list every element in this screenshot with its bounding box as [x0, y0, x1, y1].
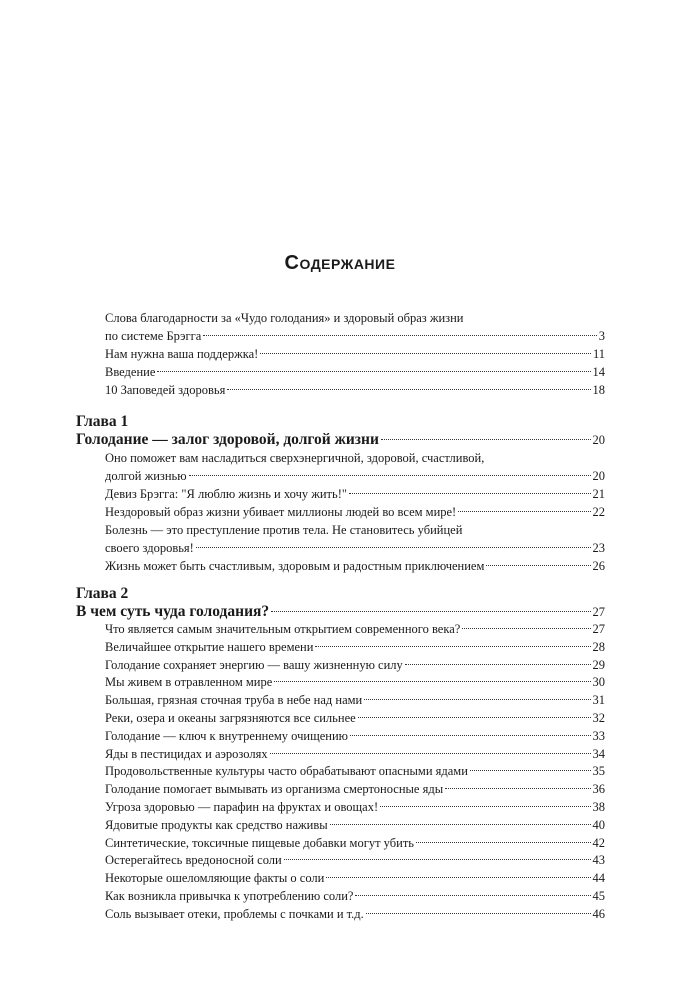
toc-entry-line: Оно поможет вам насладиться сверхэнергичной, здоровой, счастливой,: [105, 451, 485, 465]
toc-entry[interactable]: [105, 905, 605, 923]
toc-page-number: 11: [592, 347, 605, 361]
toc-entry[interactable]: [105, 381, 605, 399]
toc-page-number: 18: [592, 383, 605, 397]
dot-leader: [358, 717, 591, 718]
dot-leader: [284, 859, 591, 860]
toc-page-number: 26: [592, 559, 605, 573]
toc-page-number: 21: [592, 487, 605, 501]
dot-leader: [380, 806, 590, 807]
toc-entry-text: Нам нужна ваша поддержка!: [105, 347, 259, 361]
dot-leader: [315, 646, 590, 647]
toc-entry[interactable]: [105, 691, 605, 709]
toc-entry-line: Слова благодарности за «Чудо голодания» и здоровый образ жизни: [105, 311, 464, 325]
toc-page-number: 42: [592, 835, 605, 850]
toc-entry[interactable]: [105, 327, 605, 345]
toc-page-number: 43: [592, 853, 605, 868]
dot-leader: [416, 842, 591, 843]
toc-entry[interactable]: [105, 798, 605, 816]
toc-entry[interactable]: [105, 345, 605, 363]
toc-page-number: 20: [592, 469, 605, 483]
toc-entry-text: Голодание сохраняет энергию — вашу жизненную силу: [105, 657, 403, 672]
toc-entry-text: Синтетические, токсичные пищевые добавки могут убить: [105, 835, 414, 850]
dot-leader: [445, 788, 590, 789]
toc-page-number: 40: [592, 817, 605, 832]
toc-page-number: 30: [592, 675, 605, 690]
dot-leader: [189, 475, 591, 476]
toc-entry-text: Нездоровый образ жизни убивает миллионы людей во всем мире!: [105, 505, 457, 519]
toc-entry[interactable]: [105, 834, 605, 852]
dot-leader: [326, 877, 590, 878]
toc-entry[interactable]: [105, 851, 605, 869]
dot-leader: [157, 371, 590, 372]
toc-page-number: 29: [592, 657, 605, 672]
toc-entry-text: Что является самым значительным открытием современного века?: [105, 622, 461, 636]
toc-entry-text: своего здоровья!: [105, 541, 194, 555]
toc-entry-text: Яды в пестицидах и аэрозолях: [105, 746, 268, 761]
toc-entry-text: Некоторые ошеломляющие факты о соли: [105, 871, 325, 886]
toc-entry[interactable]: [105, 673, 605, 691]
dot-leader: [364, 699, 590, 700]
toc-page-number: 38: [592, 800, 605, 814]
toc-entry-text: Девиз Брэгга: "Я люблю жизнь и хочу жить!": [105, 487, 347, 501]
toc-entry-text: Реки, озера и океаны загрязняются все сильнее: [105, 711, 356, 725]
toc-entry-text: Введение: [105, 365, 156, 379]
toc-page-number: 31: [592, 693, 605, 708]
toc-entry[interactable]: [105, 363, 605, 381]
toc-entry-text: Жизнь может быть счастливым, здоровым и радостным приключением: [105, 559, 485, 573]
chapter-title: В чем суть чуда голодания?: [76, 603, 270, 620]
dot-leader: [458, 511, 590, 512]
dot-leader: [350, 735, 591, 736]
toc-page-number: 46: [592, 906, 605, 921]
toc-page-number: 28: [592, 639, 605, 654]
dot-leader: [196, 547, 591, 548]
toc-entry-text: Ядовитые продукты как средство наживы: [105, 817, 328, 832]
toc-entry-text: Продовольственные культуры часто обрабатывают опасными ядами: [105, 764, 468, 779]
dot-leader: [462, 628, 590, 629]
toc-page-number: 33: [592, 728, 605, 743]
toc-entry-text: Угроза здоровью — парафин на фруктах и овощах!: [105, 800, 379, 814]
toc-entry[interactable]: [105, 762, 605, 780]
toc-entry-text: долгой жизнью: [105, 469, 187, 483]
toc-page-number: 34: [592, 746, 605, 761]
toc-entry[interactable]: [105, 816, 605, 834]
toc-entry-line: Болезнь — это преступление против тела. Не становитесь убийцей: [105, 523, 463, 537]
toc-entry-text: Величайшее открытие нашего времени: [105, 639, 314, 654]
dot-leader: [486, 565, 590, 566]
chapter-title-entry[interactable]: [76, 602, 605, 622]
toc-page-number: 36: [592, 782, 605, 797]
dot-leader: [260, 353, 591, 354]
toc-entry[interactable]: [105, 869, 605, 887]
toc-entry-text: Соль вызывает отеки, проблемы с почками и т.д.: [105, 906, 364, 921]
chapter-title: Голодание — залог здоровой, долгой жизни: [76, 431, 379, 448]
toc-entry-text: по системе Брэгга: [105, 329, 202, 343]
toc-entry-text: Голодание — ключ к внутреннему очищению: [105, 728, 348, 743]
dot-leader: [355, 895, 590, 896]
toc-entry-text: 10 Заповедей здоровья: [105, 383, 226, 397]
toc-entry-text: Как возникла привычка к употреблению соли?: [105, 889, 354, 903]
dot-leader: [203, 335, 596, 336]
toc-page-number: 3: [598, 329, 605, 343]
dot-leader: [271, 611, 590, 612]
toc-entry[interactable]: [105, 727, 605, 745]
toc-entry[interactable]: [105, 620, 605, 638]
dot-leader: [405, 664, 591, 665]
toc-entry[interactable]: [105, 638, 605, 656]
toc-entry[interactable]: [105, 557, 605, 575]
dot-leader: [227, 389, 590, 390]
toc-entry[interactable]: [105, 780, 605, 798]
toc-entry-text: Большая, грязная сточная труба в небе над нами: [105, 693, 363, 708]
toc-page-number: 32: [592, 711, 605, 725]
chapter-label: Глава 2: [76, 585, 129, 602]
toc-entry[interactable]: [105, 887, 605, 905]
dot-leader: [270, 753, 591, 754]
dot-leader: [470, 770, 591, 771]
toc-page-number: 22: [592, 505, 605, 519]
chapter-title-entry[interactable]: [76, 430, 605, 450]
toc-page-number: 27: [592, 622, 605, 636]
toc-entry-text: Мы живем в отравленном мире: [105, 675, 273, 690]
chapter-label: Глава 1: [76, 413, 129, 430]
toc-page-number: 27: [592, 605, 605, 619]
dot-leader: [330, 824, 591, 825]
toc-entry[interactable]: [105, 539, 605, 557]
dot-leader: [366, 913, 591, 914]
page-title: Содержание: [284, 252, 396, 274]
toc-page-number: 45: [592, 889, 605, 903]
toc-page-number: 20: [592, 433, 605, 447]
toc-entry[interactable]: [105, 745, 605, 763]
toc-entry-text: Остерегайтесь вредоносной соли: [105, 853, 282, 868]
toc-page-number: 14: [592, 365, 605, 379]
toc-page-number: 44: [592, 871, 605, 886]
toc-entry[interactable]: [105, 485, 605, 503]
toc-entry-text: Голодание помогает вымывать из организма смертоносные яды: [105, 782, 444, 797]
toc-entry[interactable]: [105, 467, 605, 485]
dot-leader: [349, 493, 591, 494]
toc-page-number: 23: [592, 541, 605, 555]
toc-page-number: 35: [592, 764, 605, 779]
dot-leader: [381, 439, 591, 440]
toc-entry[interactable]: [105, 503, 605, 521]
dot-leader: [274, 681, 590, 682]
toc-entry[interactable]: [105, 656, 605, 674]
toc-entry[interactable]: [105, 709, 605, 727]
